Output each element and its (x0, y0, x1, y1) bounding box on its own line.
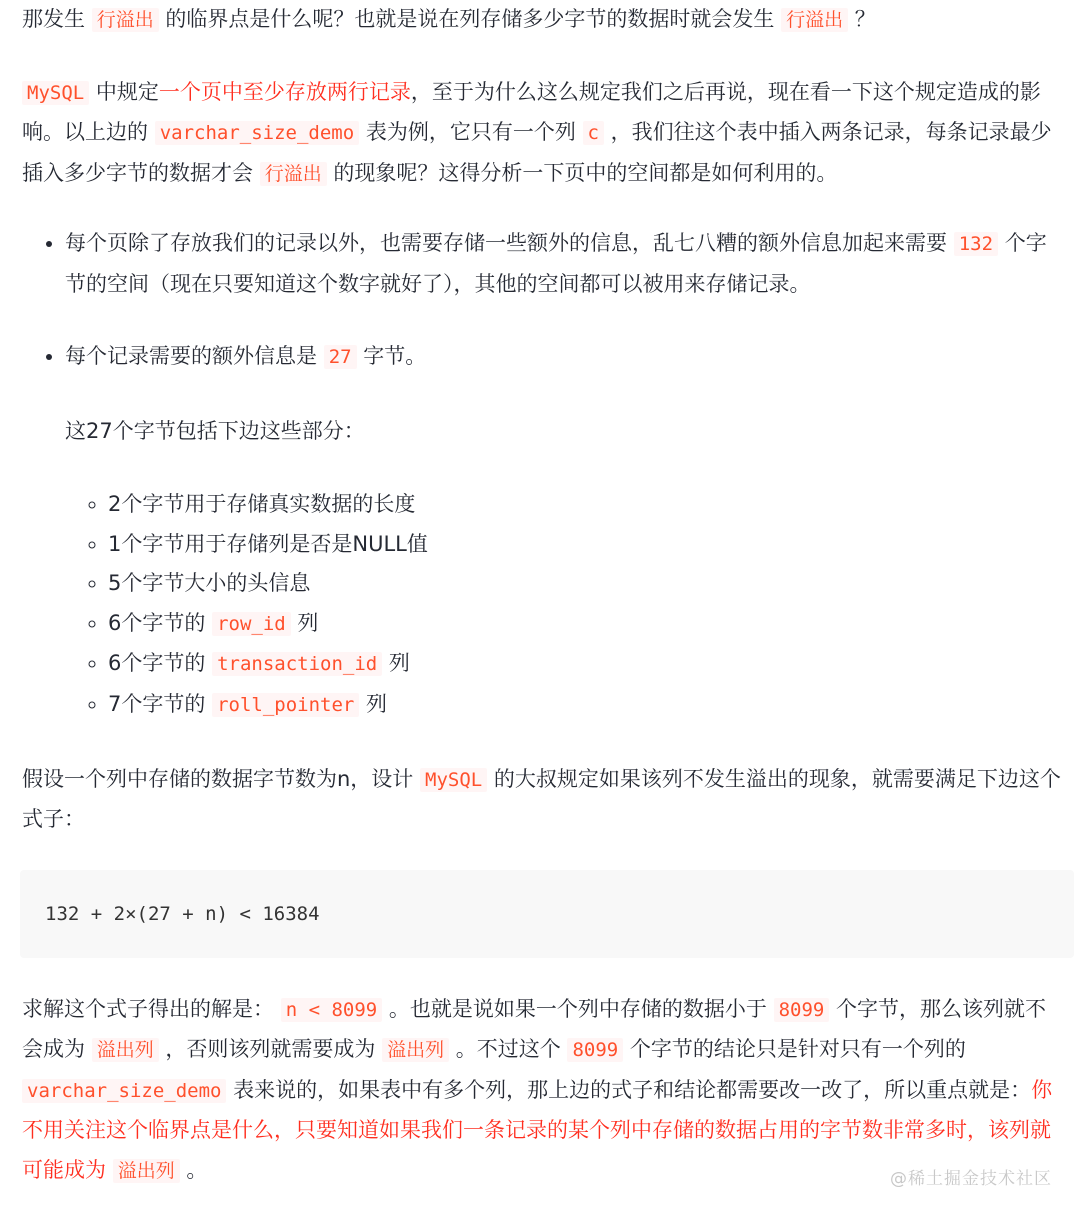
inline-code: varchar_size_demo (22, 1079, 226, 1103)
paragraph-conclusion (22, 990, 1067, 1192)
bullet-list (22, 224, 1067, 726)
text: 每个记录需要的额外信息是 (65, 344, 317, 368)
inline-code: varchar_size_demo (155, 121, 359, 145)
text: 2个字节用于存储真实数据的长度 (108, 492, 416, 516)
list-item (108, 485, 1067, 525)
article-body (22, 0, 1067, 1191)
text: 列 (388, 651, 410, 676)
inline-code: 行溢出 (781, 8, 848, 32)
text: 个字节的结论只是针对只有一个列的 (629, 1037, 966, 1062)
text: 5个字节大小的头信息 (108, 571, 311, 596)
text: 列 (366, 691, 388, 716)
list-item (65, 337, 1067, 726)
list-item (108, 644, 1067, 685)
text: 6个字节的 (108, 610, 206, 635)
inline-code: 27 (324, 345, 357, 369)
text: 1个字节用于存储列是否是NULL值 (108, 531, 428, 556)
inline-code: c (583, 121, 604, 145)
text: 的大叔规定如果该列不发生溢出的现象，就需要满足下边这个式子： (22, 766, 1061, 832)
inline-code: row_id (212, 612, 291, 636)
inline-code: roll_pointer (212, 693, 359, 717)
text: 求解这个式子得出的解是： (22, 996, 274, 1021)
inline-code: 8099 (567, 1038, 623, 1062)
inline-code: 132 (954, 232, 998, 256)
paragraph-mysql-rule (22, 73, 1067, 195)
inline-code: 行溢出 (260, 162, 327, 186)
text: 假设一个列中存储的数据字节数为n，设计 (22, 766, 414, 791)
text: 的临界点是什么呢？也就是说在列存储多少字节的数据时就会发生 (165, 7, 775, 31)
inline-code: MySQL (420, 768, 487, 792)
emphasis-text: 你不用关注这个临界点是什么，只要知道如果我们一条记录的某个列中存储的数据占用的字节数非常多时，该列就可能成为 (22, 1077, 1053, 1182)
text: 的现象呢？这得分析一下页中的空间都是如何利用的。 (333, 160, 838, 185)
text: ？ (854, 7, 876, 31)
text: 7个字节的 (108, 691, 206, 716)
sub-paragraph: 这27个字节包括下边这些部分： (65, 418, 365, 443)
text: 。也就是说如果一个列中存储的数据小于 (388, 996, 767, 1021)
list-item (108, 564, 1067, 604)
paragraph-threshold (22, 0, 1067, 41)
emphasis-text: 一个页中至少存放两行记录 (158, 79, 411, 104)
inline-code: MySQL (22, 81, 89, 105)
text: 每个页除了存放我们的记录以外，也需要存储一些额外的信息，乱七八糟的额外信息加起来需要 (65, 231, 947, 255)
inline-code: 溢出列 (382, 1038, 449, 1062)
text: 列 (297, 610, 319, 635)
list-item (65, 224, 1067, 304)
nested-list (65, 485, 1067, 726)
text: 字节。 (363, 344, 427, 368)
list-item (108, 525, 1067, 565)
inline-code: 溢出列 (92, 1038, 159, 1062)
text: ，至于为什么这么规定我们之后再说，现在看一下这个规定造成的影响。以上边的 (22, 79, 1041, 144)
text: ，否则该列就需要成为 (165, 1037, 376, 1062)
watermark: @稀土掘金技术社区 (890, 1169, 1052, 1189)
inline-code: 行溢出 (92, 8, 159, 32)
text: 那发生 (22, 7, 85, 31)
text: 。不过这个 (455, 1037, 561, 1062)
code-block-formula: 132 + 2×(27 + n) < 16384 (20, 870, 1074, 958)
paragraph-formula-intro (22, 760, 1067, 840)
inline-code: 溢出列 (113, 1159, 180, 1183)
inline-code: n < 8099 (281, 998, 383, 1022)
list-item (108, 604, 1067, 645)
text: 表为例，它只有一个列 (365, 120, 576, 144)
text: 个字节的空间（现在只要知道这个数字就好了），其他的空间都可以被用来存储记录。 (65, 231, 1047, 296)
list-item (108, 685, 1067, 726)
text: 中规定 (95, 79, 159, 104)
text: 6个字节的 (108, 651, 206, 676)
inline-code: transaction_id (212, 652, 382, 676)
inline-code: 8099 (774, 998, 830, 1022)
text: 个字节，那么该列就不会成为 (22, 996, 1047, 1062)
text: ，我们往这个表中插入两条记录，每条记录最少插入多少字节的数据才会 (22, 120, 1052, 185)
text: 表来说的，如果表中有多个列，那上边的式子和结论都需要改一改了，所以重点就是： (233, 1077, 1032, 1102)
text: 。 (186, 1157, 208, 1182)
